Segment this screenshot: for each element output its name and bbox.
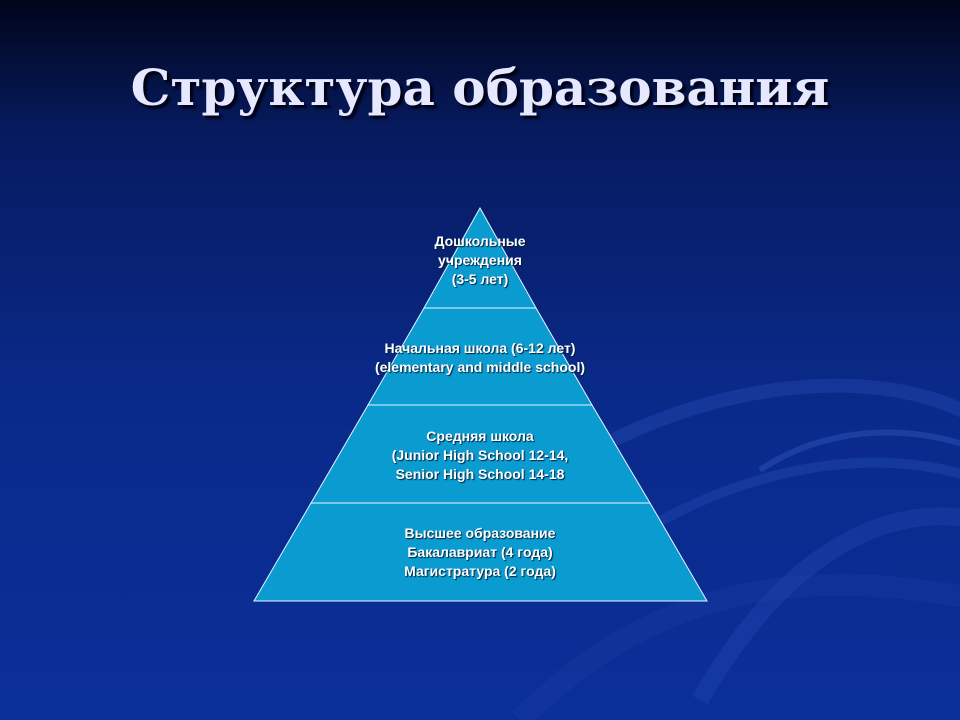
level-2-line-1: Начальная школа (6-12 лет) bbox=[384, 340, 576, 356]
pyramid-level-2-label bbox=[250, 339, 710, 377]
level-4-line-1: Высшее образование bbox=[404, 525, 556, 541]
level-3-line-3: Senior High School 14-18 bbox=[395, 466, 565, 482]
level-1-line-2: учреждения bbox=[438, 252, 522, 268]
level-3-line-2: (Junior High School 12-14, bbox=[391, 447, 569, 463]
level-3-line-1: Средняя школа bbox=[426, 428, 534, 444]
slide-title: Структура образования bbox=[130, 58, 830, 117]
level-4-line-3: Магистратура (2 года) bbox=[404, 563, 556, 579]
level-2-line-2: (elementary and middle school) bbox=[374, 359, 586, 375]
level-4-line-2: Бакалавриат (4 года) bbox=[407, 544, 553, 560]
pyramid-level-4-label bbox=[250, 524, 710, 581]
level-1-line-3: (3-5 лет) bbox=[451, 271, 509, 287]
pyramid-level-3-label bbox=[250, 427, 710, 484]
pyramid-level-1-label bbox=[250, 232, 710, 289]
level-1-line-1: Дошкольные bbox=[434, 233, 526, 249]
